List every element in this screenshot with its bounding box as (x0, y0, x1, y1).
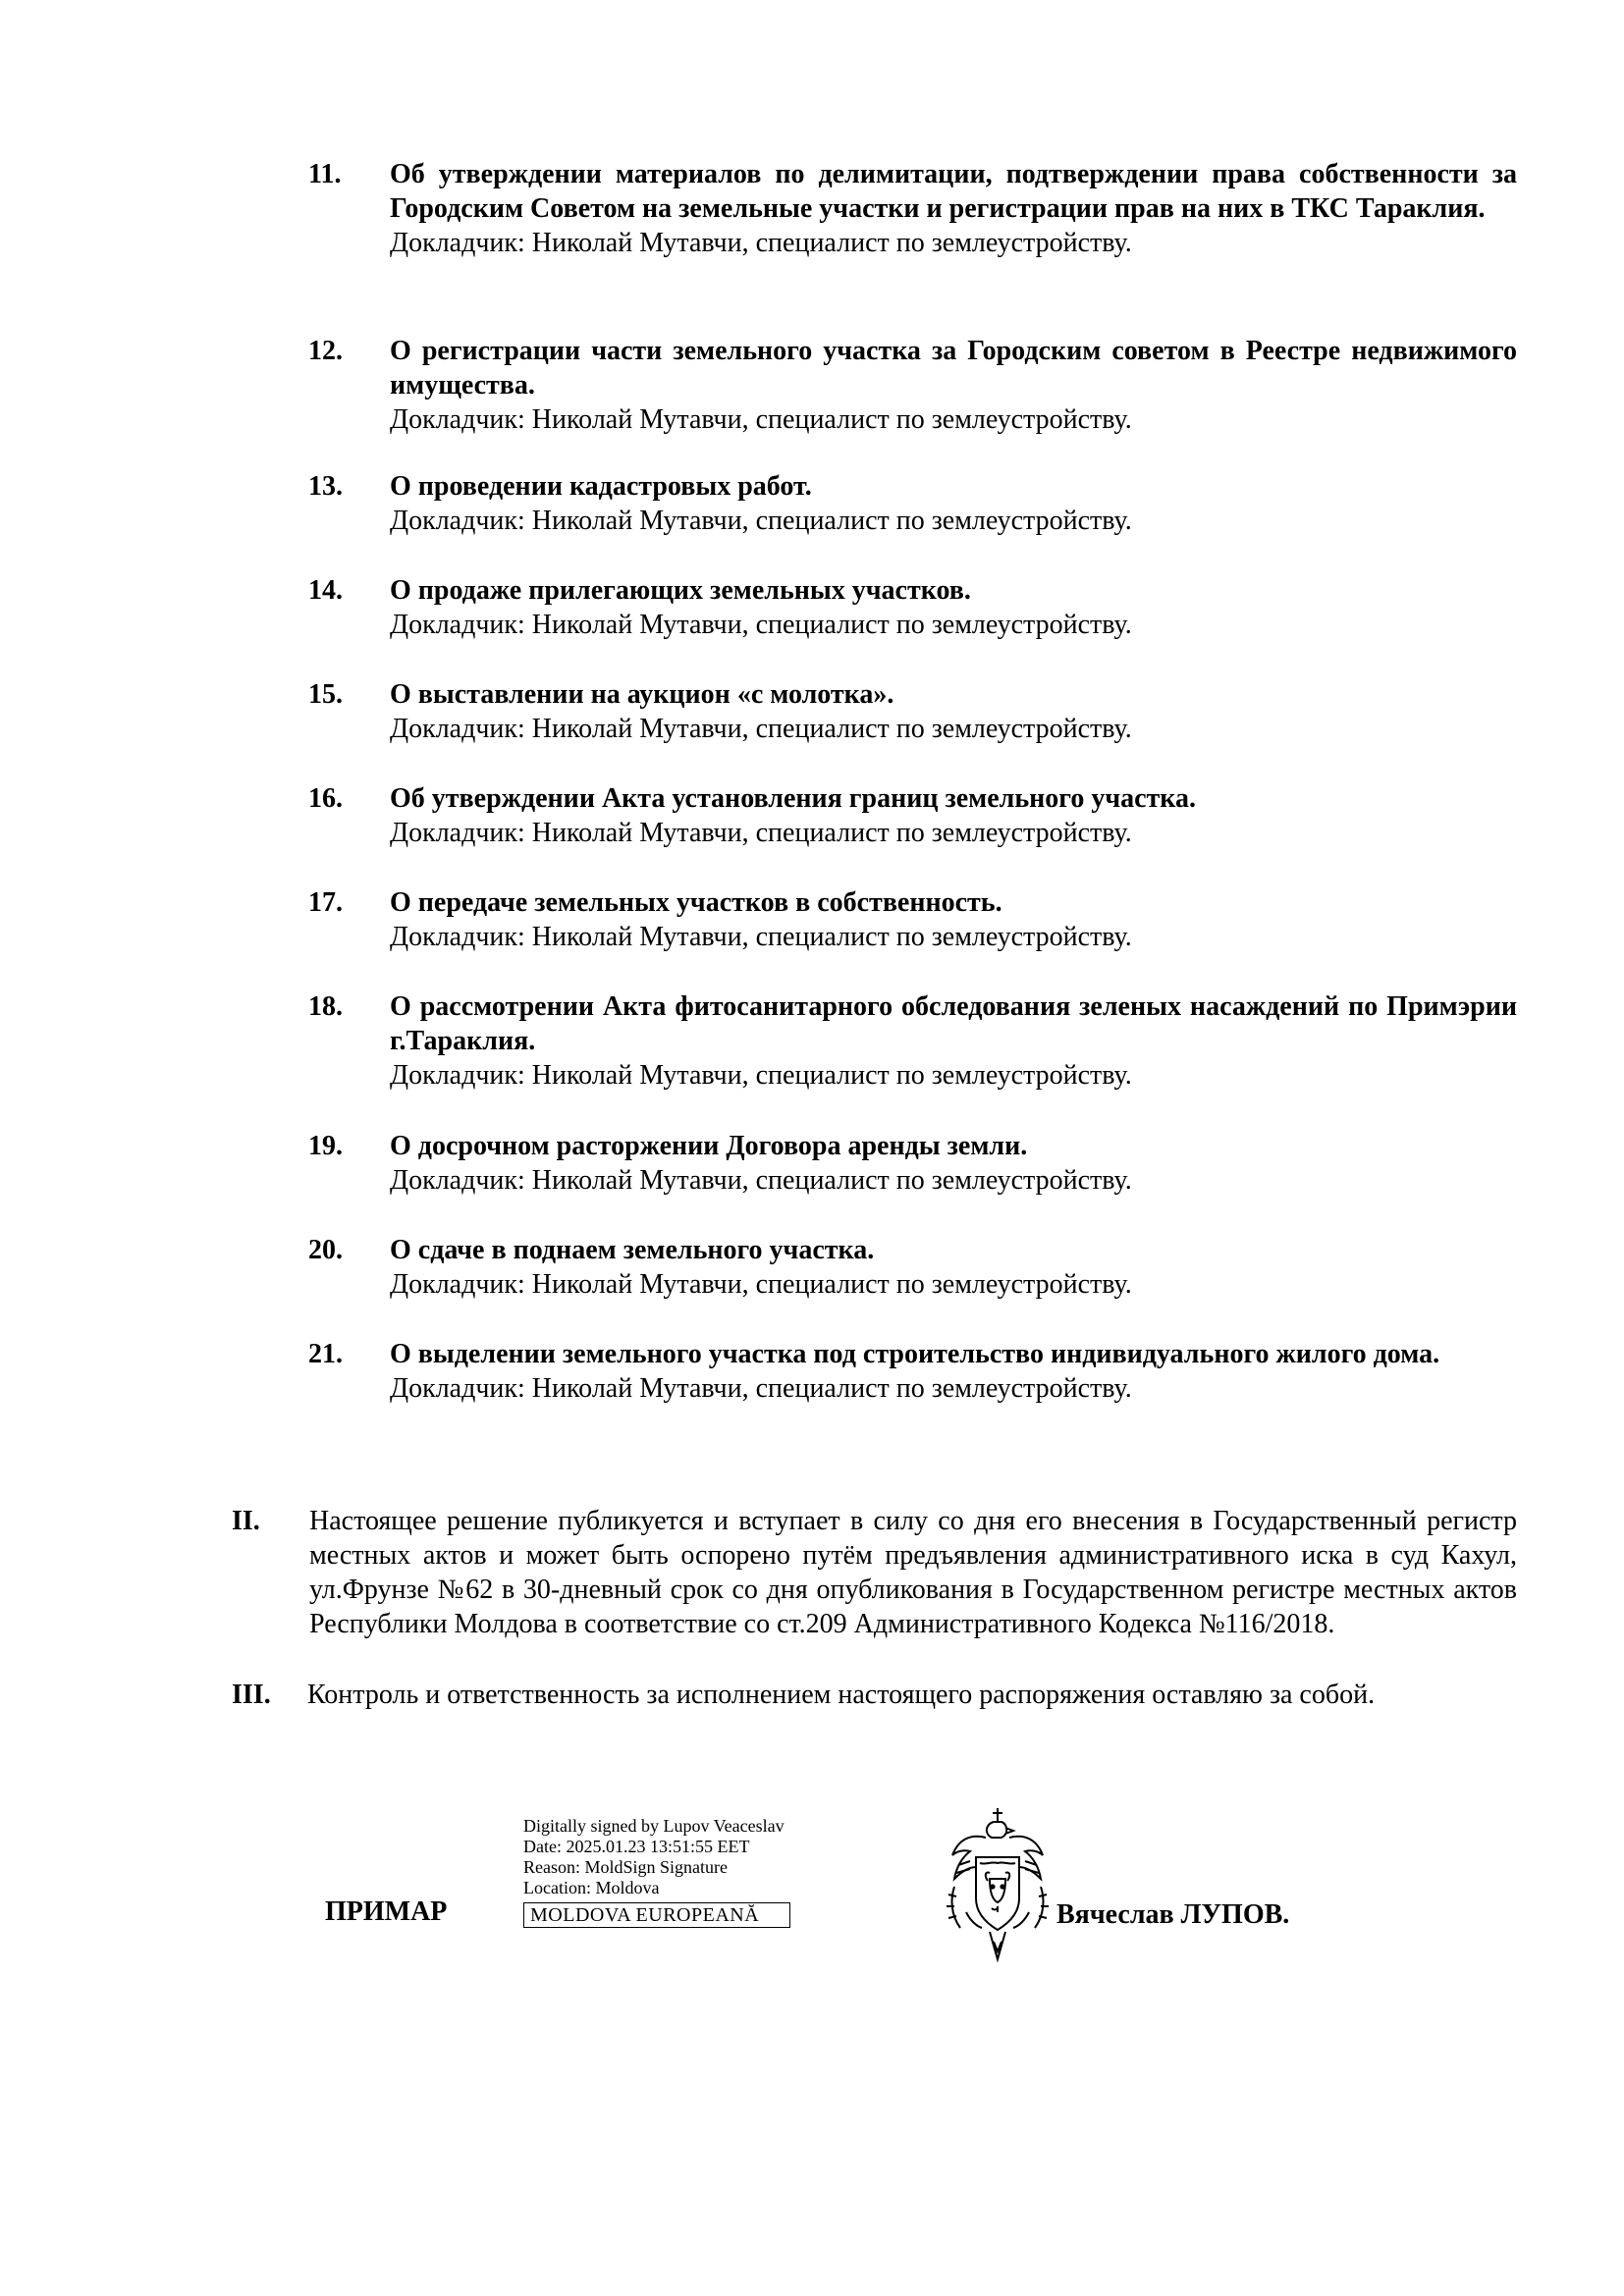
item-number: 12. (308, 336, 343, 366)
item-speaker: Докладчик: Николай Мутавчи, специалист по землеустройству. (390, 714, 1132, 744)
item-speaker: Докладчик: Николай Мутавчи, специалист по землеустройству. (390, 1373, 1132, 1404)
item-speaker: Докладчик: Николай Мутавчи, специалист по землеустройству. (390, 1060, 1132, 1091)
item-number: 15. (308, 679, 343, 710)
item-speaker: Докладчик: Николай Мутавчи, специалист по землеустройству. (390, 1269, 1132, 1300)
section-number: III. (232, 1680, 271, 1710)
item-speaker: Докладчик: Николай Мутавчи, специалист по землеустройству. (390, 818, 1132, 848)
item-number: 18. (308, 991, 343, 1022)
mayor-name: Вячеслав ЛУПОВ. (1056, 1899, 1290, 1930)
item-speaker: Докладчик: Николай Мутавчи, специалист по землеустройству. (390, 228, 1132, 258)
section-number: II. (232, 1506, 260, 1536)
item-number: 21. (308, 1339, 343, 1369)
item-number: 16. (308, 783, 343, 814)
item-title: О выставлении на аукцион «с молотка». (390, 679, 894, 710)
item-number: 19. (308, 1131, 343, 1161)
item-title: О проведении кадастровых работ. (390, 471, 812, 502)
signature-stamp: MOLDOVA EUROPEANĂ (523, 1902, 790, 1928)
item-title: О передаче земельных участков в собственность. (390, 887, 1002, 918)
item-title: Об утверждении материалов по делимитации, подтверждении права собственности за Городским Советом на земельные участки и регистрации прав на них в ТКС Тараклия. (390, 159, 1517, 224)
item-title: О выделении земельного участка под строительство индивидуального жилого дома. (390, 1339, 1440, 1369)
item-speaker: Докладчик: Николай Мутавчи, специалист по землеустройству. (390, 404, 1132, 435)
section-text: Настоящее решение публикуется и вступает в силу со дня его внесения в Государственный регистр местных актов и может быть оспорено путём предъявления административного иска в суд Кахул, ул.Фрунзе №62 в 30-дневный срок со дня опубликования в Государственном регистре местных актов Республики Молдова в соответствие со ст.209 Административного Кодекса №116/2018. (309, 1506, 1517, 1639)
signature-date: Date: 2025.01.23 13:51:55 EET (523, 1837, 750, 1856)
item-title: О рассмотрении Акта фитосанитарного обследования зеленых насаждений по Примэрии г.Тараклия. (390, 991, 1517, 1056)
item-title: О регистрации части земельного участка за Городским советом в Реестре недвижимого имущества. (390, 336, 1517, 400)
signature-signed-by: Digitally signed by Lupov Veaceslav (523, 1816, 785, 1836)
item-number: 13. (308, 471, 343, 502)
section-text: Контроль и ответственность за исполнением настоящего распоряжения оставляю за собой. (307, 1680, 1376, 1710)
item-title: О сдаче в поднаем земельного участка. (390, 1235, 875, 1265)
mayor-title: ПРИМАР (325, 1896, 448, 1927)
item-number: 20. (308, 1235, 343, 1265)
item-speaker: Докладчик: Николай Мутавчи, специалист по землеустройству. (390, 506, 1132, 536)
item-number: 14. (308, 575, 343, 606)
item-speaker: Докладчик: Николай Мутавчи, специалист по землеустройству. (390, 610, 1132, 640)
item-title: О продаже прилегающих земельных участков. (390, 575, 971, 606)
digital-signature-block (523, 1816, 790, 1928)
item-speaker: Докладчик: Николай Мутавчи, специалист по землеустройству. (390, 1165, 1132, 1196)
item-title: О досрочном расторжении Договора аренды земли. (390, 1131, 1028, 1161)
item-speaker: Докладчик: Николай Мутавчи, специалист по землеустройству. (390, 922, 1132, 952)
item-title: Об утверждении Акта установления границ земельного участка. (390, 783, 1197, 814)
signature-reason: Reason: MoldSign Signature (523, 1857, 728, 1877)
item-number: 11. (308, 159, 342, 189)
item-number: 17. (308, 887, 343, 918)
signature-location: Location: Moldova (523, 1878, 660, 1897)
moldova-coat-of-arms-icon (937, 1804, 1058, 1963)
